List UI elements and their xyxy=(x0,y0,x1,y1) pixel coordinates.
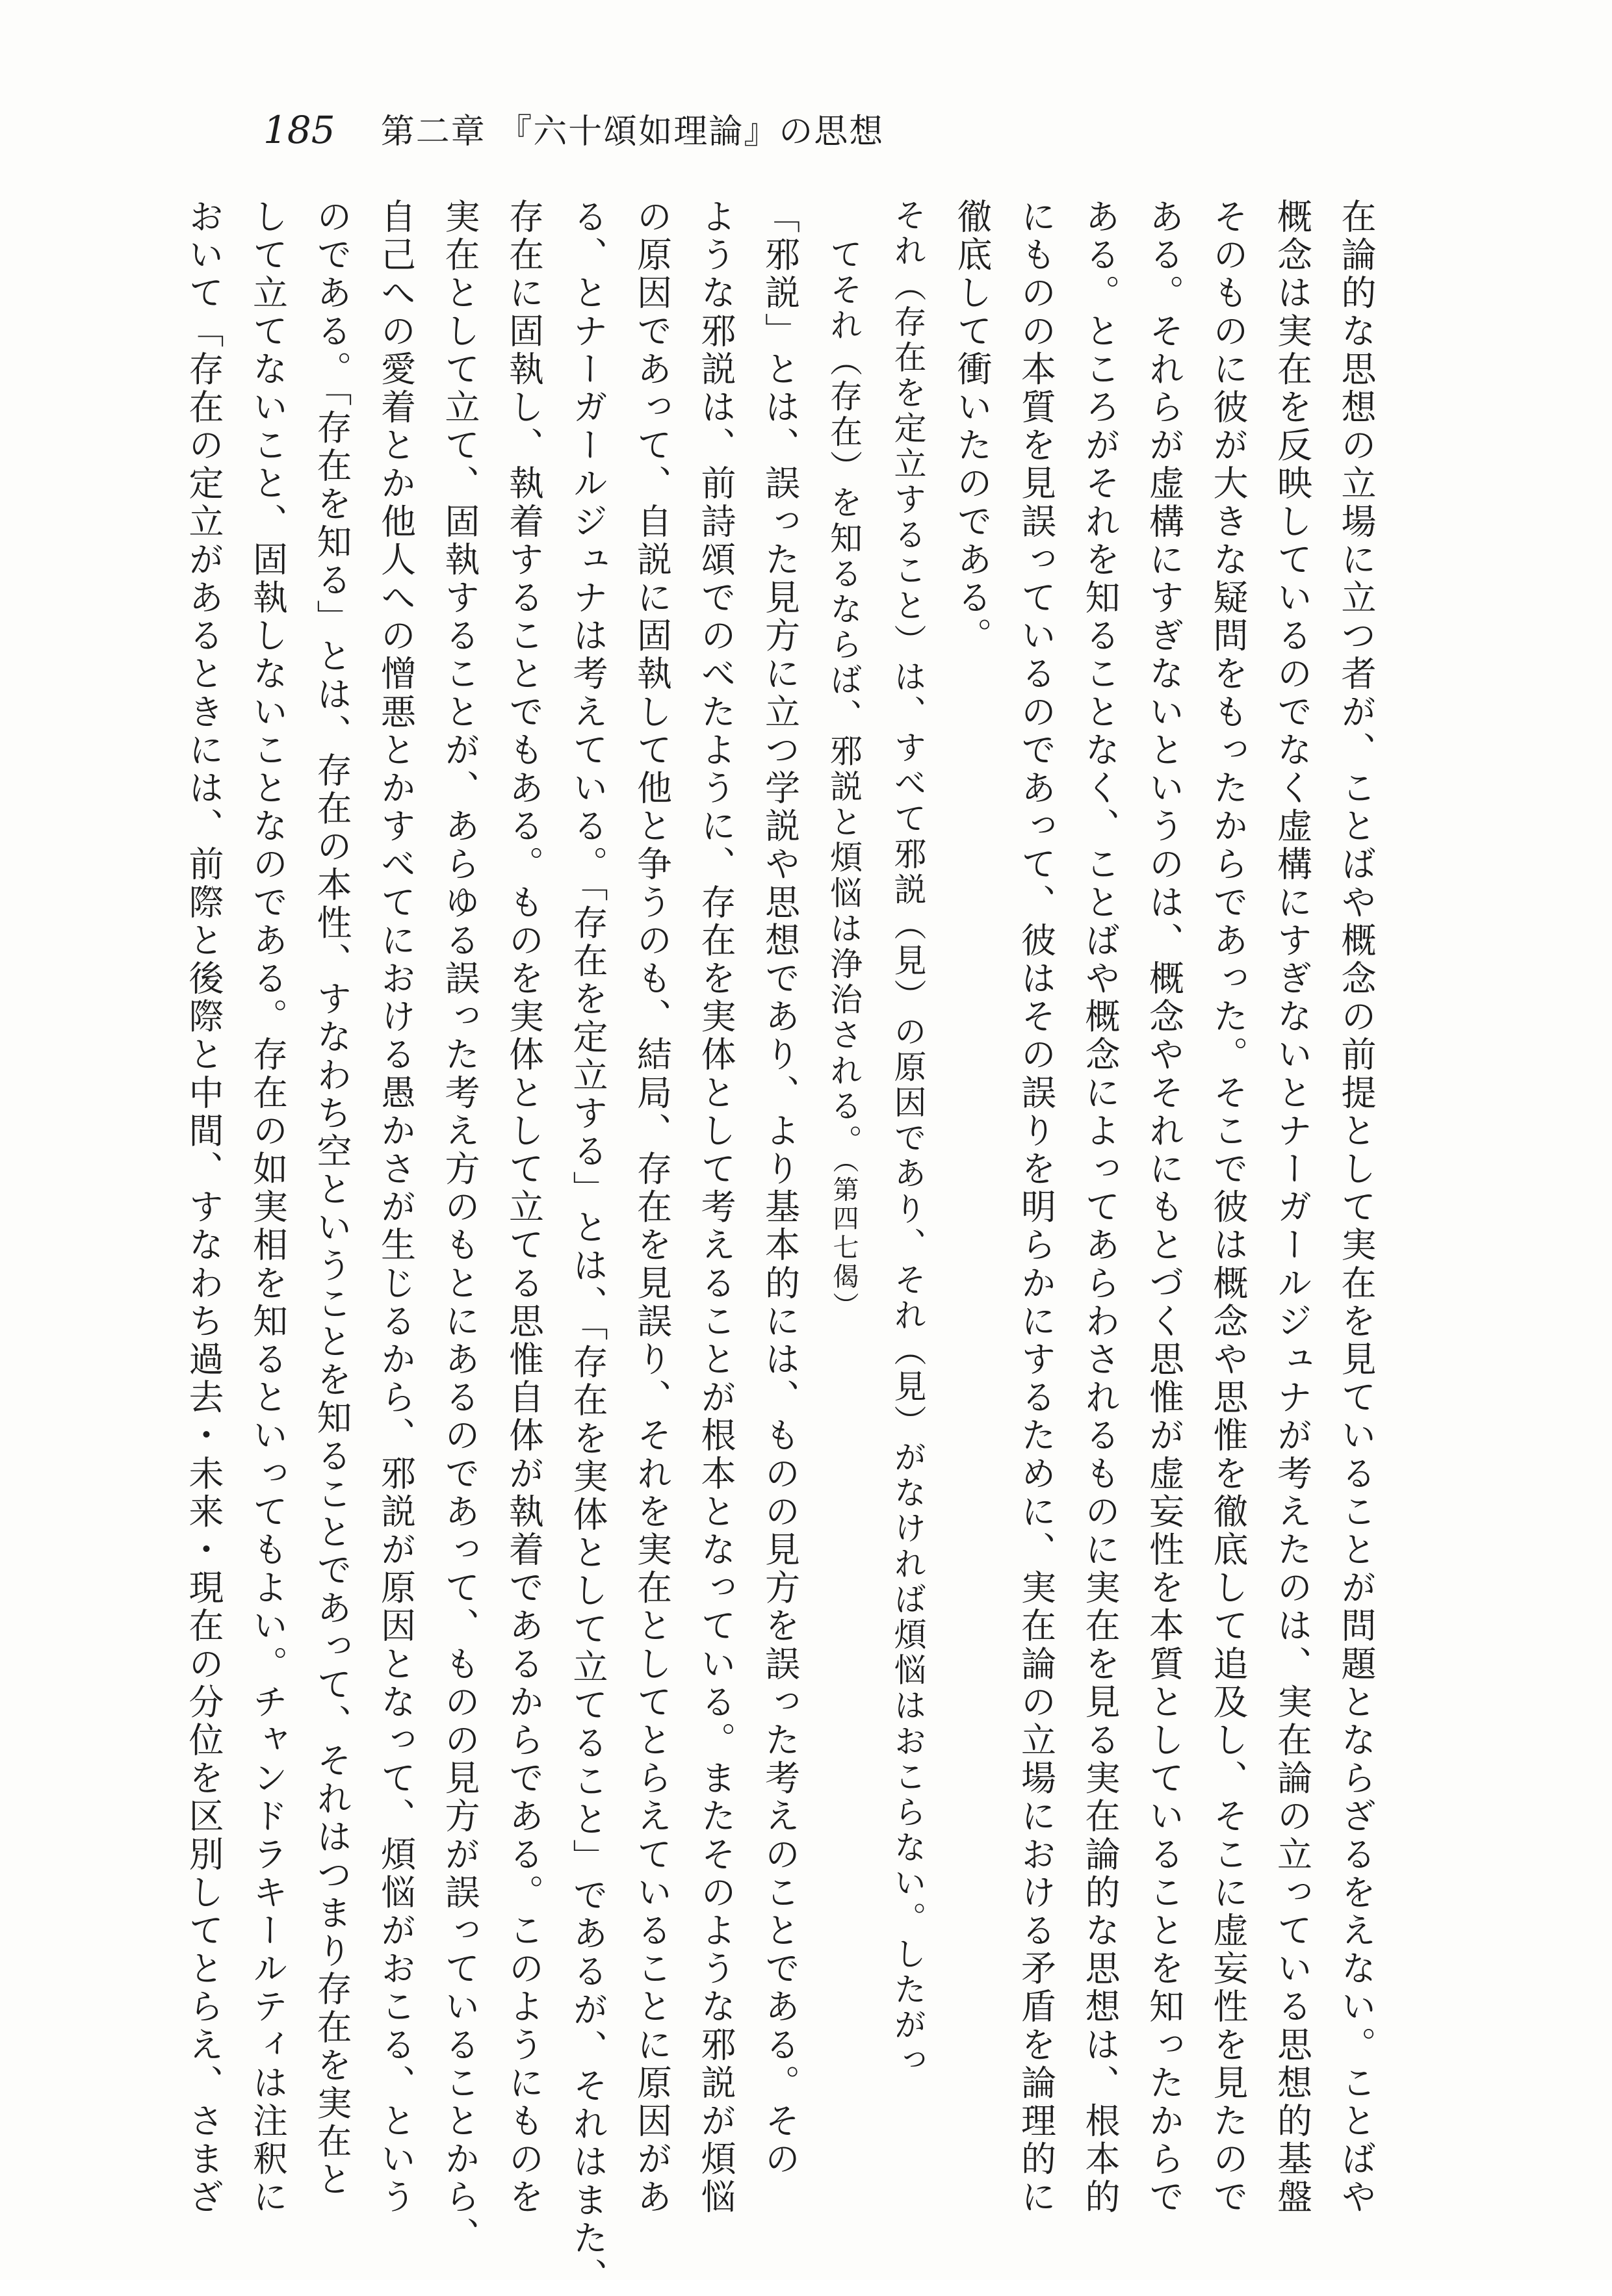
text-line: ような邪説は、前詩頌でのべたように、存在を実体として考えることが根本となっている。またそのような邪説が煩悩 xyxy=(696,198,736,2217)
page-header xyxy=(263,104,884,156)
text-line: 自己への愛着とか他人への憎悪とかすべてにおける愚かさが生じるから、邪説が原因となって、煩悩がおこる、という xyxy=(375,198,417,2217)
text-line: 存在に固執し、執着することでもある。ものを実体として立てる思惟自体が執着であるからである。このようにものを xyxy=(503,198,545,2217)
running-title: 第二章 『六十頌如理論』の思想 xyxy=(380,112,885,151)
paragraph-1 xyxy=(940,198,1388,2217)
quote-line: それ（存在を定立すること）は、すべて邪説（見）の原因であり、それ（見）がなければ煩悩はおこらない。したがっ xyxy=(889,198,927,2079)
verse-citation: （第四七偈） xyxy=(829,1159,859,1321)
text-line: 在論的な思想の立場に立つ者が、ことばや概念の前提として実在を見ていることが問題とならざるをえない。ことばや xyxy=(1336,198,1377,2217)
page-number: 185 xyxy=(263,108,335,152)
vertical-body-text xyxy=(183,198,1388,2296)
quote-line-text: てそれ（存在）を知るならば、邪説と煩悩は浄治される。 xyxy=(825,237,863,1160)
text-line: そのものに彼が大きな疑問をもったからであった。そこで彼は概念や思惟を徹底して追及し、そこに虚妄性を見たので xyxy=(1208,198,1249,2217)
paragraph-2 xyxy=(172,198,812,2296)
text-line: の原因であって、自説に固執して他と争うのも、結局、存在を見誤り、それを実在としてとらえていることに原因があ xyxy=(631,198,673,2217)
text-line: のである。「存在を知る」とは、存在の本性、すなわち空ということを知ることであって、それはつまり存在を実在と xyxy=(311,198,352,2199)
text-line: して立てないこと、固執しないことなのである。存在の如実相を知るといってもよい。チャンドラキールティは注釈に xyxy=(247,198,289,2217)
text-line: にものの本質を見誤っているのであって、彼はその誤りを明らかにするために、実在論の立場における矛盾を論理的に xyxy=(1015,198,1057,2217)
text-line: 「邪説」とは、誤った見方に立つ学説や思想であり、より基本的には、ものの見方を誤った考えのことである。その xyxy=(759,198,801,2179)
text-line: おいて「存在の定立があるときには、前際と後際と中間、すなわち過去・未来・現在の分位を区別してとらえ、さまざ xyxy=(183,198,224,2217)
text-line: 概念は実在を反映しているのでなく虚構にすぎないとナーガールジュナが考えたのは、実在論の立っている思想的基盤 xyxy=(1271,198,1313,2217)
verse-quote xyxy=(812,198,940,2141)
quote-line xyxy=(812,237,876,2141)
text-line: ある。ところがそれを知ることなく、ことばや概念によってあらわされるものに実在を見る実在論的な思想は、根本的 xyxy=(1080,198,1121,2217)
text-line: る、とナーガールジュナは考えている。「存在を定立する」とは、「存在を実体として立てること」であるが、それはまた、 xyxy=(567,198,608,2296)
text-line: ある。それらが虚構にすぎないというのは、概念やそれにもとづく思惟が虚妄性を本質としていることを知ったからで xyxy=(1143,198,1185,2217)
text-line: 実在として立て、固執することが、あらゆる誤った考え方のもとにあるのであって、ものの見方が誤っていることから、 xyxy=(439,198,480,2255)
text-line: 徹底して衝いたのである。 xyxy=(952,198,993,656)
